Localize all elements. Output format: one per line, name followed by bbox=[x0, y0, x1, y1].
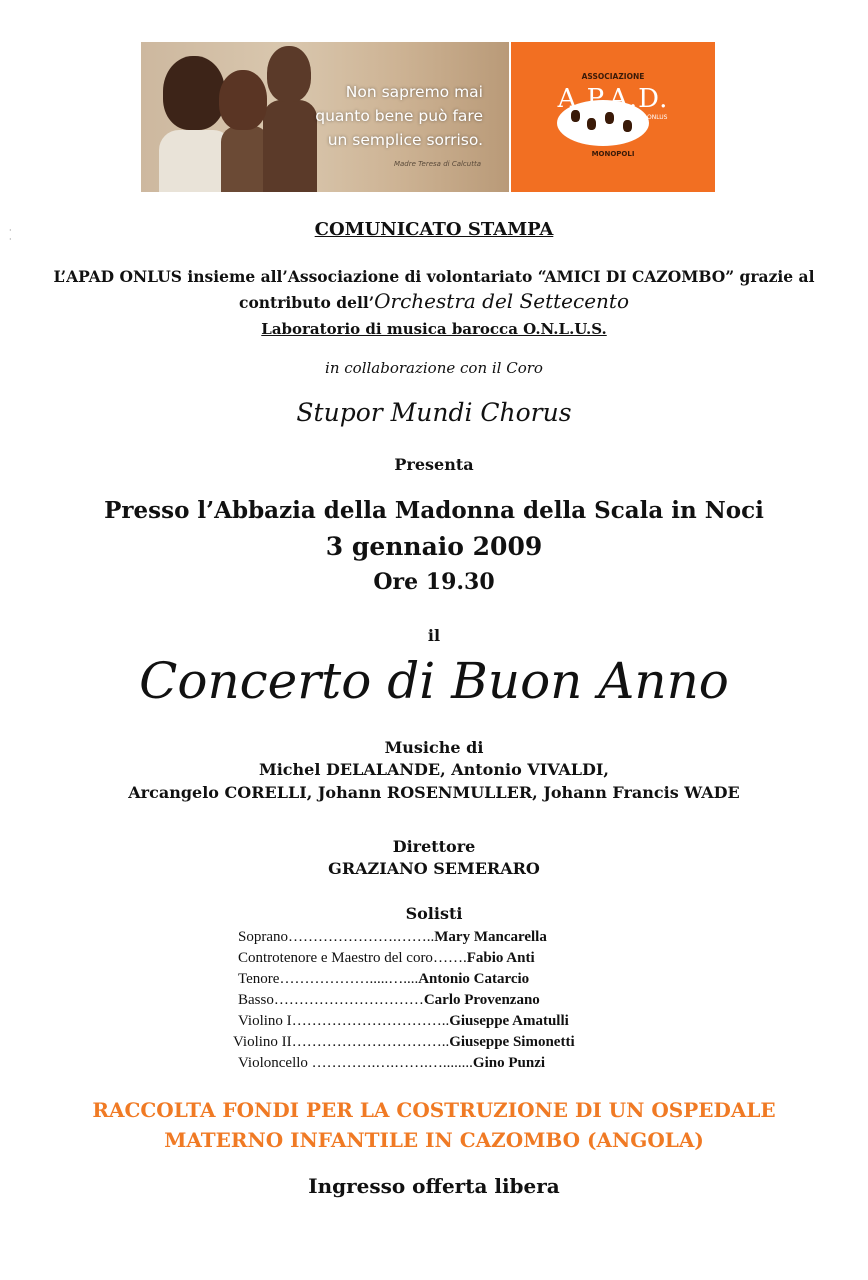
banner-quote: Non sapremo mai quanto bene può fare un semplice sorriso. bbox=[315, 83, 483, 149]
soloist-row: Controtenore e Maestro del coro…….Fabio Anti bbox=[238, 950, 535, 966]
orchestra-subtitle: Laboratorio di musica barocca O.N.L.U.S. bbox=[261, 320, 607, 338]
event-time: Ore 19.30 bbox=[373, 569, 495, 595]
margin-marks: · · bbox=[9, 226, 12, 244]
soloist-row: Tenore……………….....…....Antonio Catarcio bbox=[238, 971, 530, 987]
logo-name: A.P.A.D. bbox=[557, 84, 669, 114]
composers-line-2: Arcangelo CORELLI, Johann ROSENMULLER, Johann Francis WADE bbox=[128, 783, 740, 802]
entry-info: Ingresso offerta libera bbox=[308, 1174, 560, 1198]
composers-line-1: Michel DELALANDE, Antonio VIVALDI, bbox=[259, 760, 609, 779]
quote-author: Madre Teresa di Calcutta bbox=[393, 160, 481, 168]
logo-association-label: ASSOCIAZIONE bbox=[581, 72, 645, 81]
director-name: GRAZIANO SEMERARO bbox=[328, 859, 540, 878]
intro-line-2: contributo dell’Orchestra del Settecento bbox=[239, 289, 629, 313]
intro-line-1: L’APAD ONLUS insieme all’Associazione di volontariato “AMICI DI CAZOMBO” grazie al bbox=[53, 267, 815, 286]
press-release-title: COMUNICATO STAMPA bbox=[314, 219, 554, 240]
soloist-row: Violino I…………………………..Giuseppe Amatulli bbox=[238, 1013, 569, 1029]
logo-city: MONOPOLI bbox=[591, 150, 635, 158]
orchestra-name: Orchestra del Settecento bbox=[374, 289, 629, 313]
il-label: il bbox=[427, 626, 441, 645]
children-photo bbox=[141, 42, 509, 192]
logo-onlus: ONLUS bbox=[647, 114, 668, 121]
header-banner bbox=[141, 42, 731, 192]
event-date: 3 gennaio 2009 bbox=[325, 532, 543, 561]
apad-logo bbox=[511, 42, 715, 192]
event-venue: Presso l’Abbazia della Madonna della Scala in Noci bbox=[104, 497, 764, 524]
fundraising-line-2: MATERNO INFANTILE IN CAZOMBO (ANGOLA) bbox=[164, 1128, 704, 1152]
soloists-heading: Solisti bbox=[405, 904, 463, 923]
presenta-label: Presenta bbox=[394, 455, 474, 474]
director-heading: Direttore bbox=[392, 837, 476, 856]
chorus-name: Stupor Mundi Chorus bbox=[296, 398, 572, 427]
collaboration-line: in collaborazione con il Coro bbox=[325, 359, 543, 377]
soloist-row: Basso…………………………Carlo Provenzano bbox=[238, 992, 540, 1008]
concert-title: Concerto di Buon Anno bbox=[139, 652, 729, 710]
fundraising-line-1: RACCOLTA FONDI PER LA COSTRUZIONE DI UN OSPEDALE bbox=[92, 1098, 776, 1122]
soloist-row: Violino II…………………………..Giuseppe Simonetti bbox=[233, 1034, 575, 1050]
music-heading: Musiche di bbox=[384, 738, 484, 757]
soloist-row: Soprano………………….……..Mary Mancarella bbox=[238, 929, 547, 945]
soloist-row: Violoncello ………….….…….…........Gino Punzi bbox=[238, 1055, 546, 1071]
